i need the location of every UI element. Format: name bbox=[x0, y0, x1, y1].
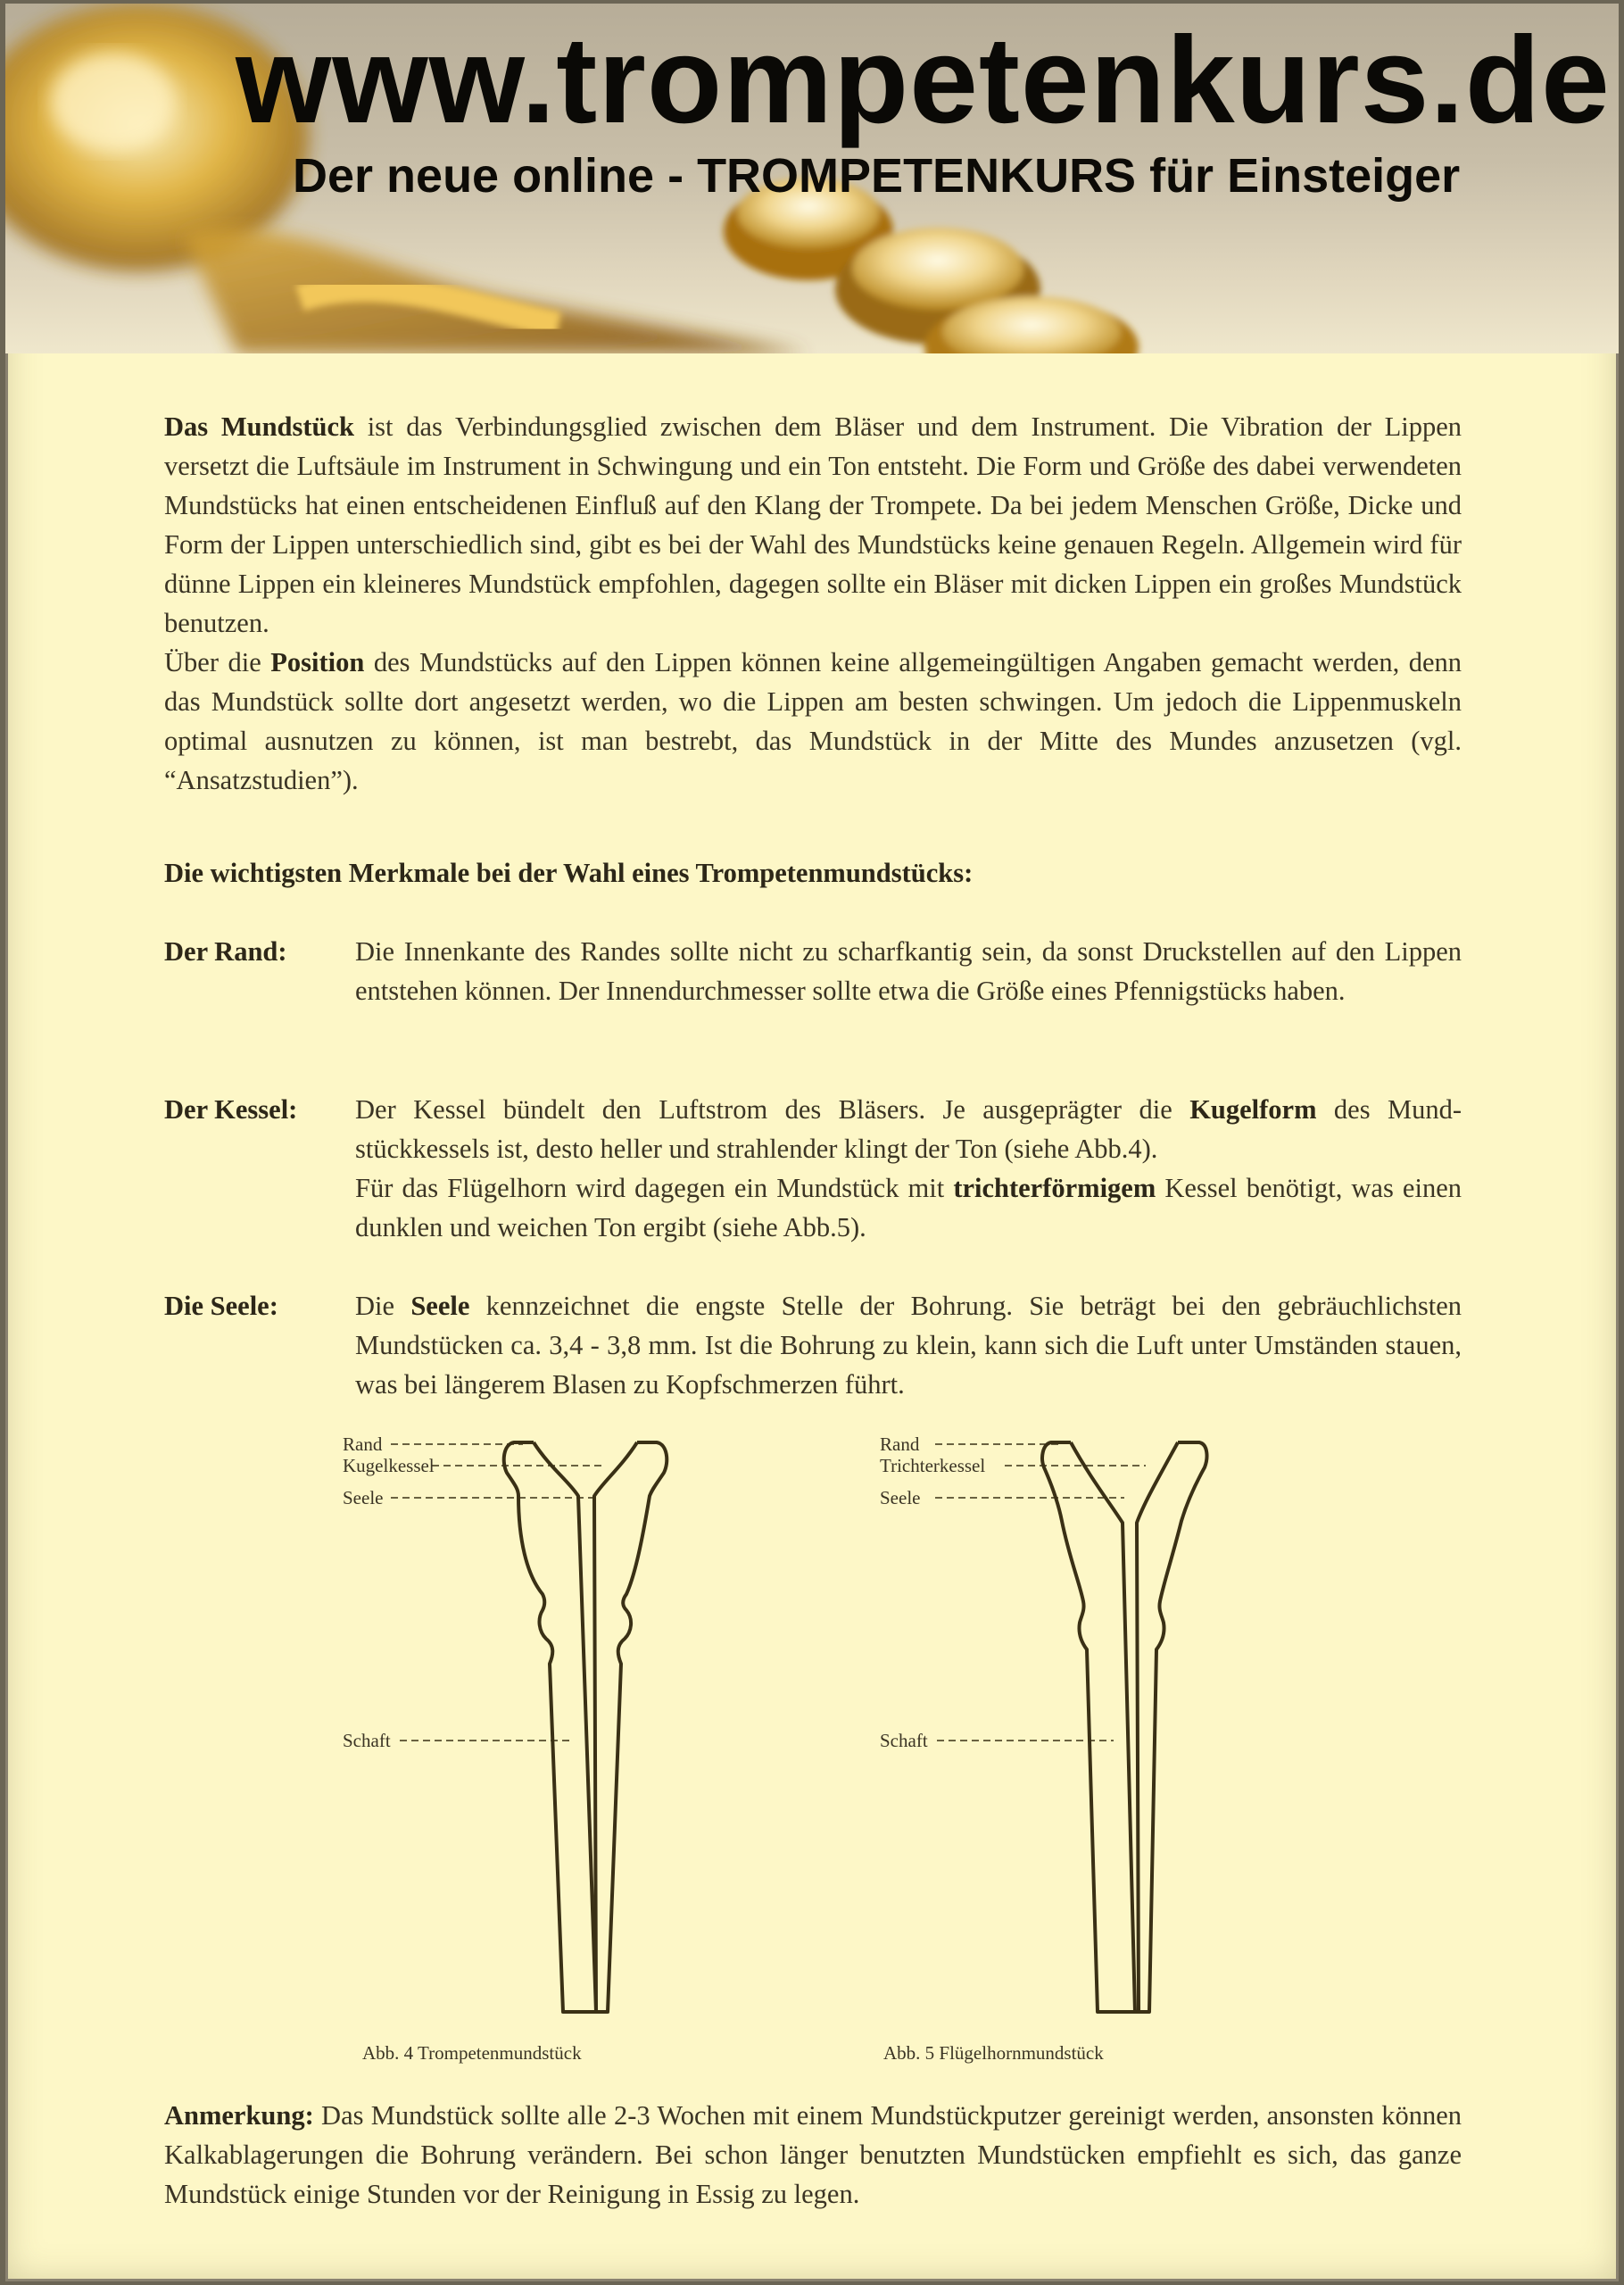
document-page bbox=[5, 4, 1619, 2281]
feature-kessel bbox=[164, 1090, 1462, 1247]
label-seele: Seele bbox=[343, 1487, 384, 1508]
kessel-text-2: des Mund-stückkessels ist, desto heller und strahlender klingt der Ton (siehe Abb.4). bbox=[355, 1094, 1462, 1164]
label-kugelkessel: Kugelkessel bbox=[343, 1455, 435, 1476]
feature-description bbox=[355, 1286, 1462, 1404]
feature-rand bbox=[164, 932, 1462, 1050]
site-subtitle: Der neue online - TROMPETENKURS für Einsteiger bbox=[293, 149, 1461, 203]
caption-abb-5: Abb. 5 Flügelhornmundstück bbox=[883, 2042, 1104, 2064]
feature-term: Der Kessel: bbox=[164, 1094, 298, 1125]
label-rand: Rand bbox=[880, 1433, 920, 1455]
intro-bold-position: Position bbox=[270, 647, 365, 677]
label-trichterkessel: Trichterkessel bbox=[880, 1455, 986, 1476]
intro-paragraph-1 bbox=[164, 407, 1462, 643]
feature-seele bbox=[164, 1286, 1462, 1404]
caption-abb-4: Abb. 4 Trompetenmundstück bbox=[362, 2042, 582, 2064]
label-seele: Seele bbox=[880, 1487, 921, 1508]
label-schaft: Schaft bbox=[343, 1730, 391, 1751]
kessel-bold-1: Kugelform bbox=[1189, 1094, 1317, 1125]
features-heading: Die wichtigsten Merkmale bei der Wahl eines Trompetenmundstücks: bbox=[164, 858, 974, 888]
kessel-bold-2: trichterförmigem bbox=[953, 1173, 1156, 1203]
intro-paragraph-2 bbox=[164, 643, 1462, 800]
note-paragraph bbox=[164, 2096, 1462, 2214]
kessel-text-1: Der Kessel bündelt den Luftstrom des Bläsers. Je ausgeprägter die bbox=[355, 1094, 1190, 1125]
label-schaft: Schaft bbox=[880, 1730, 928, 1751]
flugelhorn-mouthpiece-diagram bbox=[873, 1432, 1247, 2021]
figure-trumpet-mouthpiece bbox=[336, 1432, 710, 2064]
intro-bold-term: Das Mundstück bbox=[164, 411, 355, 442]
seele-bold: Seele bbox=[410, 1291, 470, 1321]
trumpet-mouthpiece-diagram bbox=[336, 1432, 710, 2021]
feature-term: Die Seele: bbox=[164, 1291, 278, 1321]
label-rand: Rand bbox=[343, 1433, 383, 1455]
figure-flugelhorn-mouthpiece bbox=[873, 1432, 1247, 2064]
site-title: www.trompetenkurs.de bbox=[236, 12, 1611, 149]
feature-description bbox=[355, 1090, 1462, 1247]
intro-text-2b: des Mundstücks auf den Lippen können keine allgemeingültigen Angaben gemacht werden, denn das Mundstück sollte dort angesetzt werden, wo die Lippen am besten schwingen. Um jedoch die Lippenmuskeln optimal ausnutzen zu können, ist man bestrebt, das Mundstück in der Mitte des Mundes anzusetzen (vgl. “Ansatzstudien”). bbox=[164, 647, 1462, 795]
intro-section bbox=[164, 407, 1462, 800]
note-label: Anmerkung: bbox=[164, 2100, 314, 2131]
intro-text-2a: Über die bbox=[164, 647, 271, 677]
kessel-text-4: Kessel benötigt, was einen dunklen und weichen Ton ergibt (siehe Abb.5). bbox=[355, 1173, 1462, 1242]
header-banner bbox=[5, 4, 1619, 353]
feature-term: Der Rand: bbox=[164, 936, 287, 967]
note-text: Das Mundstück sollte alle 2-3 Wochen mit einem Mundstückputzer gereinigt werden, ansonsten können Kalkablagerungen die Bohrung verändern. Bei schon länger benutzten Mundstücken empfiehlt es sich, das ganze Mundstück einige Stunden vor der Reinigung in Essig zu legen. bbox=[164, 2100, 1462, 2209]
seele-text-1: Die bbox=[355, 1291, 411, 1321]
seele-text-2: kennzeichnet die engste Stelle der Bohrung. Sie beträgt bei den gebräuchlichsten Mundstücken ca. 3,4 - 3,8 mm. Ist die Bohrung zu klein, kann sich die Luft unter Umständen stauen, was bei längerem Blasen zu Kopfschmerzen führt. bbox=[355, 1291, 1462, 1400]
feature-description: Die Innenkante des Randes sollte nicht zu scharfkantig sein, da sonst Druckstellen auf den Lippen entstehen können. Der Innendurchmesser sollte etwa die Größe eines Pfennigstücks haben. bbox=[355, 936, 1462, 1006]
intro-text-1: ist das Verbindungsglied zwischen dem Bläser und dem Instrument. Die Vibration der Lippen versetzt die Luftsäule im Instrument in Schwingung und ein Ton entsteht. Die Form und Größe des dabei verwendeten Mundstücks hat einen entscheidenen Einfluß auf den Klang der Trompete. Da bei jedem Menschen Größe, Dicke und Form der Lippen unterschiedlich sind, gibt es bei der Wahl des Mundstücks keine genauen Regeln. Allgemein wird für dünne Lippen ein kleineres Mundstück empfohlen, dagegen sollte ein Bläser mit dicken Lippen ein großes Mundstück benutzen. bbox=[164, 411, 1462, 638]
kessel-text-3: Für das Flügelhorn wird dagegen ein Mundstück mit bbox=[355, 1173, 954, 1203]
